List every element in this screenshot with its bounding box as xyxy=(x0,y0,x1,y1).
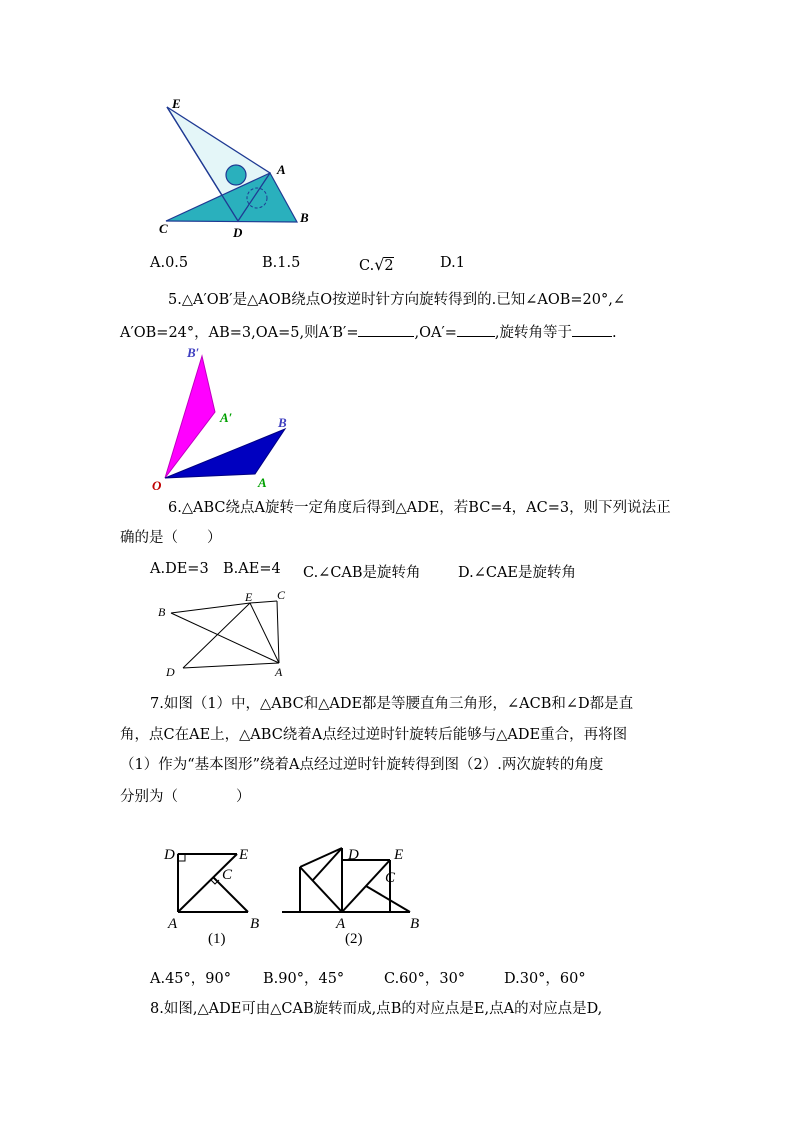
q8-line-1: 8.如图,△ADE可由△CAB旋转而成,点B的对应点是E,点A的对应点是D, xyxy=(150,1001,603,1017)
q5-line-2: A′OB=24°，AB=3,OA=5,则A′B′= ,OA′= ,旋转角等于 . xyxy=(120,322,617,343)
q5-label-o: O xyxy=(152,478,162,490)
q7-fig1-caption: (1) xyxy=(208,931,226,947)
q5-blank-1[interactable] xyxy=(358,322,414,337)
q6-label-b: B xyxy=(158,605,166,619)
q7-option-a: A.45°，90° xyxy=(150,971,231,987)
q5-line-1: 5.△A′OB′是△AOB绕点O按逆时针方向旋转得到的.已知∠AOB=20°,∠ xyxy=(168,292,626,308)
q6-option-b: B.AE=4 xyxy=(223,561,281,577)
q7-fig2-label-d: D xyxy=(348,847,359,863)
q6-label-c: C xyxy=(277,588,286,602)
q7-figure-2 xyxy=(278,840,428,950)
q5-triangle-aob-prime xyxy=(165,356,215,478)
q5-label-b-prime: B′ xyxy=(187,345,200,360)
q5-label-a-prime: A′ xyxy=(220,410,233,425)
q7-figure-1 xyxy=(160,840,270,950)
q6-label-a: A xyxy=(275,665,283,678)
q4-figure xyxy=(150,95,320,245)
q6-label-e: E xyxy=(245,590,253,604)
q4-option-c: C.√2 xyxy=(359,255,394,274)
q7-fig1-label-e: E xyxy=(239,847,249,863)
q5-blank-2[interactable] xyxy=(457,322,495,337)
q5-figure xyxy=(150,342,300,490)
q6-label-d: D xyxy=(166,665,175,678)
q6-option-d: D.∠CAE是旋转角 xyxy=(458,565,577,581)
q4-option-d: D.1 xyxy=(440,255,465,271)
q7-option-b: B.90°，45° xyxy=(263,971,345,987)
q7-fig2-label-e: E xyxy=(394,847,404,863)
q4-circle xyxy=(226,165,246,185)
q7-fig1-label-d: D xyxy=(164,847,175,863)
q7-line-4: 分别为（ ） xyxy=(120,789,251,805)
q4-option-b: B.1.5 xyxy=(262,255,301,271)
q5-label-b: B xyxy=(278,415,287,430)
q7-fig2-label-c: C xyxy=(385,870,396,886)
q7-fig2-label-b: B xyxy=(410,916,420,932)
q7-fig2-label-a: A xyxy=(336,916,346,932)
q7-line-1: 7.如图（1）中，△ABC和△ADE都是等腰直角三角形，∠ACB和∠D都是直 xyxy=(150,696,634,712)
q5-blank-3[interactable] xyxy=(572,322,612,337)
q7-line-2: 角，点C在AE上，△ABC绕着A点经过逆时针旋转后能够与△ADE重合，再将图 xyxy=(120,727,628,743)
q4-label-b: B xyxy=(300,210,309,225)
q4-option-a: A.0.5 xyxy=(150,255,189,271)
q5-label-a: A xyxy=(258,475,267,490)
q6-line-1: 6.△ABC绕点A旋转一定角度后得到△ADE，若BC=4，AC=3，则下列说法正 xyxy=(168,500,671,516)
q7-line-3: （1）作为“基本图形”绕着A点经过逆时针旋转得到图（2）.两次旋转的角度 xyxy=(120,757,604,773)
q7-fig1-label-b: B xyxy=(250,916,260,932)
q7-option-d: D.30°，60° xyxy=(504,971,586,987)
q6-line-2: 确的是（ ） xyxy=(120,530,222,546)
q4-label-c: C xyxy=(159,221,168,236)
q7-fig1-label-a: A xyxy=(168,916,178,932)
q7-fig1-label-c: C xyxy=(222,867,233,883)
q4-label-a: A xyxy=(277,162,286,177)
q6-option-a: A.DE=3 xyxy=(150,561,209,577)
q7-option-c: C.60°，30° xyxy=(384,971,466,987)
q6-figure xyxy=(155,588,305,678)
q6-option-c: C.∠CAB是旋转角 xyxy=(303,565,421,581)
q4-label-d: D xyxy=(233,225,243,240)
q7-fig2-caption: (2) xyxy=(345,931,363,947)
q4-label-e: E xyxy=(172,96,181,111)
